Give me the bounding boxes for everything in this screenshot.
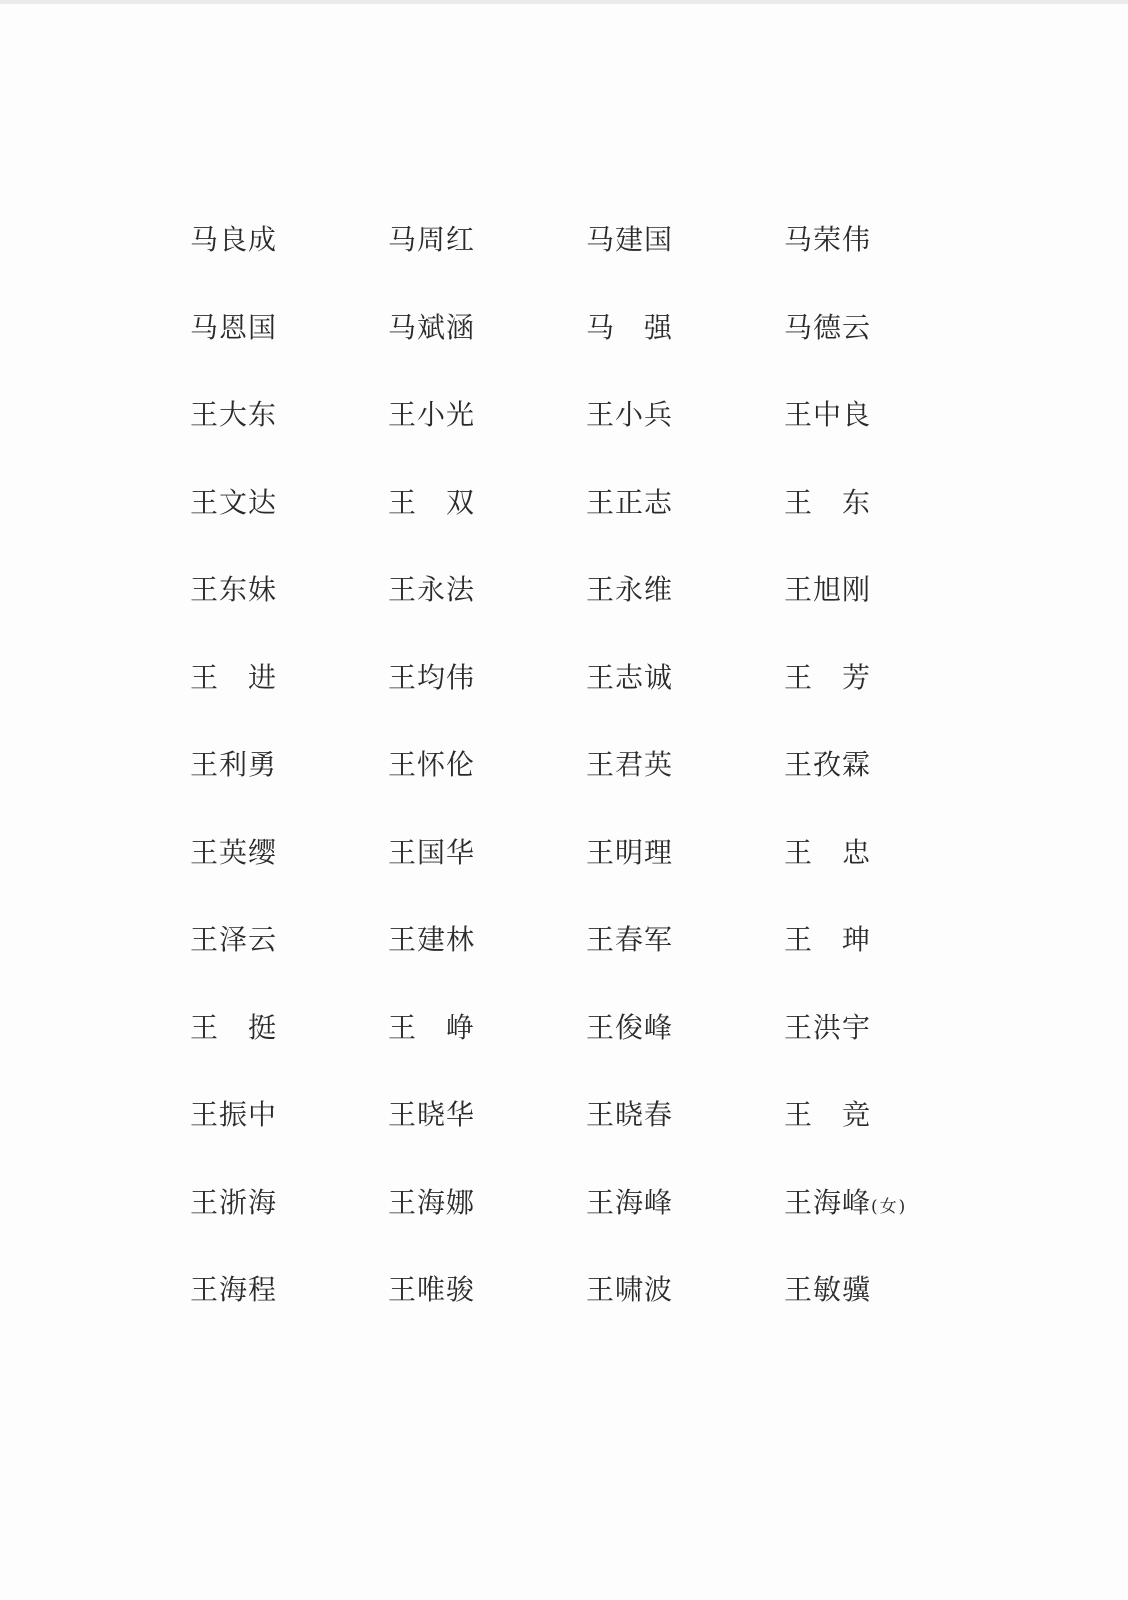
name-entry — [586, 1185, 784, 1273]
name-entry — [388, 397, 586, 485]
name-text: 王 芳 — [784, 660, 872, 694]
name-text: 王 挺 — [190, 1010, 278, 1044]
name-row — [190, 1097, 982, 1185]
name-text: 王小兵 — [586, 398, 674, 431]
name-text: 王晓华 — [388, 1098, 476, 1131]
name-entry — [190, 485, 388, 573]
name-entry — [388, 1185, 586, 1273]
name-text: 王 珅 — [784, 923, 872, 956]
name-text: 王啸波 — [586, 1273, 674, 1306]
name-entry — [784, 1097, 982, 1185]
name-entry — [784, 397, 982, 485]
name-text: 马荣伟 — [784, 223, 872, 256]
name-text: 王明理 — [586, 835, 674, 869]
name-entry — [388, 310, 586, 398]
name-entry — [388, 485, 586, 573]
name-text: 王海程 — [190, 1273, 278, 1306]
name-entry — [586, 572, 784, 660]
name-text: 王 峥 — [388, 1010, 476, 1044]
name-row — [190, 1010, 982, 1098]
name-entry — [388, 1010, 586, 1098]
name-entry — [586, 922, 784, 1010]
name-text: 王晓春 — [586, 1098, 674, 1131]
name-entry — [190, 310, 388, 398]
name-text: 王志诚 — [586, 660, 674, 694]
name-entry — [190, 1185, 388, 1273]
name-text: 王正志 — [586, 485, 674, 519]
name-text: 王国华 — [388, 835, 476, 869]
name-entry — [784, 222, 982, 310]
name-text: 王俊峰 — [586, 1010, 674, 1044]
name-entry — [784, 922, 982, 1010]
name-text: 王英缨 — [190, 835, 278, 869]
name-row — [190, 397, 982, 485]
name-entry — [388, 747, 586, 835]
name-text: 王敏骥 — [784, 1273, 872, 1306]
name-text: 王均伟 — [388, 660, 476, 694]
name-entry — [190, 922, 388, 1010]
name-entry — [784, 835, 982, 923]
name-entry — [190, 747, 388, 835]
name-entry — [586, 310, 784, 398]
name-text: 马周红 — [388, 223, 476, 256]
name-entry — [190, 660, 388, 748]
name-row — [190, 747, 982, 835]
name-text: 马德云 — [784, 310, 872, 344]
name-row — [190, 922, 982, 1010]
name-text: 王旭刚 — [784, 573, 872, 606]
name-entry — [388, 1272, 586, 1360]
name-text: 王文达 — [190, 485, 278, 519]
name-entry — [388, 835, 586, 923]
name-text: 马斌涵 — [388, 310, 476, 344]
name-entry — [586, 1010, 784, 1098]
name-text: 王 东 — [784, 485, 872, 519]
name-entry — [388, 922, 586, 1010]
name-entry — [190, 397, 388, 485]
name-text: 王浙海 — [190, 1185, 278, 1219]
name-entry — [784, 660, 982, 748]
name-entry — [190, 222, 388, 310]
name-text: 王大东 — [190, 398, 278, 431]
name-text: 王海峰 — [586, 1185, 674, 1219]
name-text: 王泽云 — [190, 923, 278, 956]
name-entry — [586, 222, 784, 310]
name-entry — [388, 572, 586, 660]
name-text: 王建林 — [388, 923, 476, 956]
name-row — [190, 485, 982, 573]
name-entry — [586, 485, 784, 573]
name-text: 王小光 — [388, 398, 476, 431]
name-text: 马 强 — [586, 310, 674, 344]
name-text: 王利勇 — [190, 748, 278, 781]
gender-note: (女) — [871, 1196, 908, 1217]
name-text: 王 双 — [388, 485, 476, 519]
name-text: 王东妹 — [190, 573, 278, 606]
name-entry — [586, 660, 784, 748]
name-entry — [784, 1185, 982, 1273]
name-entry — [190, 572, 388, 660]
name-text: 王君英 — [586, 748, 674, 781]
name-entry — [784, 747, 982, 835]
name-entry — [784, 485, 982, 573]
name-entry — [586, 397, 784, 485]
name-text: 王振中 — [190, 1098, 278, 1131]
name-entry — [190, 1097, 388, 1185]
name-entry — [586, 747, 784, 835]
name-text: 王洪宇 — [784, 1010, 872, 1044]
name-row — [190, 222, 982, 310]
name-entry — [586, 1097, 784, 1185]
name-entry — [388, 1097, 586, 1185]
name-row — [190, 572, 982, 660]
name-text: 王海峰 — [784, 1185, 872, 1219]
name-text: 王永法 — [388, 573, 476, 606]
scan-edge — [0, 0, 1128, 4]
name-text: 王孜霖 — [784, 748, 872, 781]
name-entry — [586, 835, 784, 923]
name-entry — [784, 572, 982, 660]
name-text: 王海娜 — [388, 1185, 476, 1219]
name-entry — [190, 835, 388, 923]
name-row — [190, 1185, 982, 1273]
name-entry — [784, 1010, 982, 1098]
name-text: 王 竞 — [784, 1098, 872, 1131]
name-entry — [388, 660, 586, 748]
name-text: 马恩国 — [190, 310, 278, 344]
name-text: 马良成 — [190, 223, 278, 256]
name-row — [190, 1272, 982, 1360]
name-text: 王春军 — [586, 923, 674, 956]
name-text: 王 忠 — [784, 835, 872, 869]
name-text: 王怀伦 — [388, 748, 476, 781]
name-text: 王永维 — [586, 573, 674, 606]
name-text: 马建国 — [586, 223, 674, 256]
name-row — [190, 660, 982, 748]
name-entry — [388, 222, 586, 310]
name-entry — [784, 310, 982, 398]
name-text: 王 进 — [190, 660, 278, 694]
name-row — [190, 310, 982, 398]
name-entry — [190, 1272, 388, 1360]
name-entry — [586, 1272, 784, 1360]
name-entry — [784, 1272, 982, 1360]
name-list — [190, 222, 982, 1360]
name-row — [190, 835, 982, 923]
name-text: 王唯骏 — [388, 1273, 476, 1306]
name-entry — [190, 1010, 388, 1098]
name-text: 王中良 — [784, 398, 872, 431]
